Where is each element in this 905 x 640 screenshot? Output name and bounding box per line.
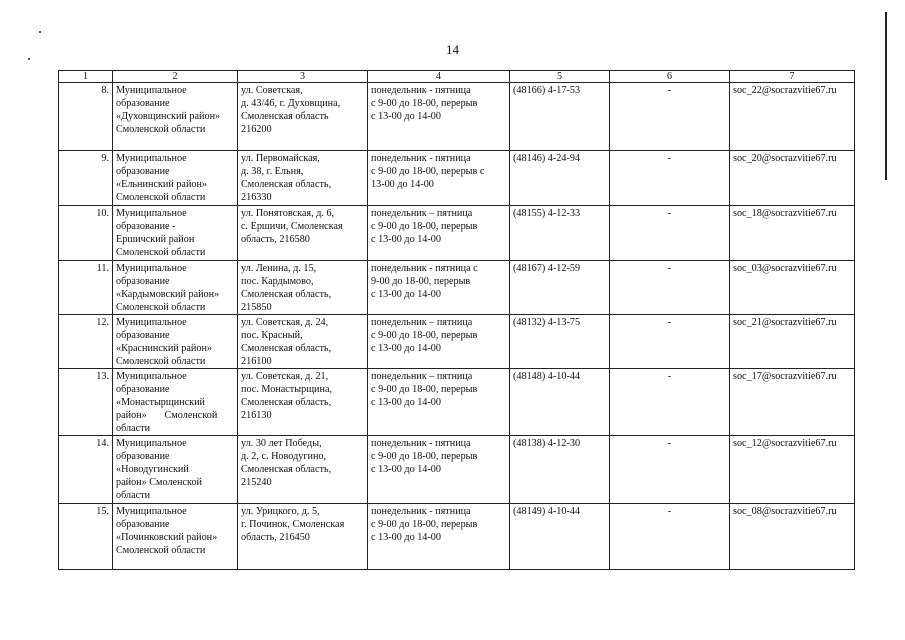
hours-cell: [368, 504, 510, 570]
table-row: [59, 261, 855, 315]
hours-cell-line: 13-00 до 14-00: [371, 179, 434, 190]
hours-cell: [368, 206, 510, 261]
org-cell-line: образование: [116, 276, 170, 287]
org-cell-line: район» Смоленской: [116, 410, 218, 421]
scan-speck: [28, 58, 30, 60]
org-cell: [113, 206, 238, 261]
row-number-cell: 8.: [59, 83, 113, 151]
address-cell: [238, 151, 368, 206]
row-number-cell: 14.: [59, 436, 113, 504]
address-cell: [238, 369, 368, 436]
address-cell-line: Смоленская область,: [241, 397, 332, 408]
org-cell-line: «Духовщинский район»: [116, 111, 221, 122]
table-row: [59, 369, 855, 436]
fax-cell: -: [610, 151, 730, 206]
table-row: [59, 436, 855, 504]
org-cell-line: Муниципальное: [116, 317, 187, 328]
header-row: [59, 71, 855, 83]
hours-cell-line: понедельник - пятница: [371, 153, 471, 164]
address-cell-line: 215850: [241, 302, 272, 313]
address-cell-line: Смоленская область,: [241, 464, 332, 475]
hours-cell-line: с 9-00 до 18-00, перерыв: [371, 221, 478, 232]
column-header: 4: [368, 71, 510, 83]
org-cell-line: образование: [116, 166, 170, 177]
hours-cell-line: понедельник – пятница: [371, 317, 473, 328]
hours-cell-line: понедельник – пятница: [371, 371, 473, 382]
fax-cell: -: [610, 436, 730, 504]
phone-cell: (48155) 4-12-33: [510, 206, 610, 261]
hours-cell-line: с 9-00 до 18-00, перерыв с: [371, 166, 485, 177]
address-cell-line: пос. Монастырщина,: [241, 384, 333, 395]
org-cell: [113, 369, 238, 436]
hours-cell: [368, 151, 510, 206]
hours-cell-line: с 9-00 до 18-00, перерыв: [371, 384, 478, 395]
phone-cell: (48166) 4-17-53: [510, 83, 610, 151]
org-cell-line: области: [116, 490, 151, 501]
hours-cell-line: с 13-00 до 14-00: [371, 289, 441, 300]
address-cell-line: 216200: [241, 124, 272, 135]
hours-cell: [368, 369, 510, 436]
org-cell: [113, 504, 238, 570]
hours-cell-line: понедельник - пятница с: [371, 263, 478, 274]
address-cell: [238, 436, 368, 504]
org-cell-line: Смоленской области: [116, 192, 206, 203]
address-cell-line: г. Починок, Смоленская: [241, 519, 345, 530]
email-cell: soc_21@socrazvitie67.ru: [730, 315, 855, 369]
phone-cell: (48148) 4-10-44: [510, 369, 610, 436]
hours-cell-line: с 13-00 до 14-00: [371, 464, 441, 475]
address-cell: [238, 315, 368, 369]
org-cell-line: образование: [116, 384, 170, 395]
org-cell-line: Муниципальное: [116, 153, 187, 164]
row-number-cell: 9.: [59, 151, 113, 206]
column-header: 1: [59, 71, 113, 83]
org-cell: [113, 261, 238, 315]
org-cell-line: Муниципальное: [116, 371, 187, 382]
org-cell-line: Смоленской области: [116, 356, 206, 367]
org-cell: [113, 151, 238, 206]
hours-cell: [368, 261, 510, 315]
address-cell-line: ул. Советская,: [241, 85, 303, 96]
email-cell: soc_22@socrazvitie67.ru: [730, 83, 855, 151]
row-number-cell: 13.: [59, 369, 113, 436]
phone-cell: (48138) 4-12-30: [510, 436, 610, 504]
address-cell-line: ул. 30 лет Победы,: [241, 438, 322, 449]
fax-cell: -: [610, 83, 730, 151]
hours-cell-line: 9-00 до 18-00, перерыв: [371, 276, 471, 287]
address-cell-line: 216100: [241, 356, 272, 367]
org-cell: [113, 315, 238, 369]
hours-cell-line: с 13-00 до 14-00: [371, 532, 441, 543]
hours-cell: [368, 315, 510, 369]
row-number-cell: 11.: [59, 261, 113, 315]
org-cell-line: Смоленской области: [116, 247, 206, 258]
address-cell-line: ул. Советская, д. 24,: [241, 317, 329, 328]
org-cell-line: «Новодугинский: [116, 464, 189, 475]
org-cell: [113, 83, 238, 151]
org-cell-line: Муниципальное: [116, 438, 187, 449]
address-cell: [238, 261, 368, 315]
org-cell-line: «Кардымовский район»: [116, 289, 220, 300]
address-cell-line: д. 38, г. Ельня,: [241, 166, 304, 177]
hours-cell-line: с 13-00 до 14-00: [371, 111, 441, 122]
email-cell: soc_18@socrazvitie67.ru: [730, 206, 855, 261]
hours-cell: [368, 83, 510, 151]
email-cell: soc_20@socrazvitie67.ru: [730, 151, 855, 206]
address-cell-line: 215240: [241, 477, 272, 488]
org-cell-line: Муниципальное: [116, 85, 187, 96]
address-cell-line: ул. Понятовская, д. 6,: [241, 208, 335, 219]
org-cell-line: Смоленской области: [116, 124, 206, 135]
org-cell-line: образование: [116, 451, 170, 462]
hours-cell-line: с 9-00 до 18-00, перерыв: [371, 451, 478, 462]
column-header: 3: [238, 71, 368, 83]
address-cell-line: ул. Урицкого, д. 5,: [241, 506, 320, 517]
address-cell-line: 216130: [241, 410, 272, 421]
table-row: [59, 504, 855, 570]
org-cell-line: образование: [116, 98, 170, 109]
hours-cell-line: понедельник - пятница: [371, 85, 471, 96]
org-cell: [113, 436, 238, 504]
address-cell-line: д. 43/46, г. Духовщина,: [241, 98, 341, 109]
org-cell-line: образование: [116, 519, 170, 530]
fax-cell: -: [610, 369, 730, 436]
phone-cell: (48146) 4-24-94: [510, 151, 610, 206]
table-row: [59, 206, 855, 261]
org-cell-line: район» Смоленской: [116, 477, 203, 488]
column-header: 5: [510, 71, 610, 83]
address-cell-line: пос. Красный,: [241, 330, 303, 341]
hours-cell-line: с 13-00 до 14-00: [371, 234, 441, 245]
page-number: 14: [446, 42, 459, 57]
org-cell-line: «Монастырщинский: [116, 397, 206, 408]
fax-cell: -: [610, 315, 730, 369]
address-cell-line: Смоленская область: [241, 111, 329, 122]
address-cell: [238, 83, 368, 151]
org-cell-line: «Краснинский район»: [116, 343, 213, 354]
address-cell-line: Смоленская область,: [241, 343, 332, 354]
column-header: 7: [730, 71, 855, 83]
org-cell-line: Смоленской области: [116, 545, 206, 556]
org-cell-line: «Починковский район»: [116, 532, 218, 543]
address-cell-line: пос. Кардымово,: [241, 276, 314, 287]
hours-cell-line: с 13-00 до 14-00: [371, 397, 441, 408]
address-cell-line: 216330: [241, 192, 272, 203]
address-cell-line: д. 2, с. Новодугино,: [241, 451, 327, 462]
hours-cell-line: понедельник - пятница: [371, 506, 471, 517]
table-row: [59, 83, 855, 151]
column-header: 6: [610, 71, 730, 83]
email-cell: soc_03@socrazvitie67.ru: [730, 261, 855, 315]
org-cell-line: Муниципальное: [116, 208, 187, 219]
email-cell: soc_08@socrazvitie67.ru: [730, 504, 855, 570]
phone-cell: (48149) 4-10-44: [510, 504, 610, 570]
org-cell-line: образование: [116, 330, 170, 341]
address-cell-line: ул. Советская, д. 21,: [241, 371, 329, 382]
address-cell: [238, 504, 368, 570]
email-cell: soc_12@socrazvitie67.ru: [730, 436, 855, 504]
fax-cell: -: [610, 504, 730, 570]
org-cell-line: «Ельнинский район»: [116, 179, 208, 190]
hours-cell-line: с 9-00 до 18-00, перерыв: [371, 519, 478, 530]
address-cell: [238, 206, 368, 261]
hours-cell-line: понедельник – пятница: [371, 208, 473, 219]
org-cell-line: образование -: [116, 221, 176, 232]
org-cell-line: Муниципальное: [116, 263, 187, 274]
address-cell-line: ул. Ленина, д. 15,: [241, 263, 317, 274]
fax-cell: -: [610, 261, 730, 315]
row-number-cell: 15.: [59, 504, 113, 570]
hours-cell-line: с 9-00 до 18-00, перерыв: [371, 98, 478, 109]
email-cell: soc_17@socrazvitie67.ru: [730, 369, 855, 436]
hours-cell-line: понедельник - пятница: [371, 438, 471, 449]
hours-cell-line: с 13-00 до 14-00: [371, 343, 441, 354]
row-number-cell: 10.: [59, 206, 113, 261]
org-cell-line: Смоленской области: [116, 302, 206, 313]
address-cell-line: область, 216580: [241, 234, 310, 245]
address-cell-line: область, 216450: [241, 532, 310, 543]
phone-cell: (48167) 4-12-59: [510, 261, 610, 315]
org-cell-line: области: [116, 423, 151, 434]
hours-cell: [368, 436, 510, 504]
org-cell-line: Ершичский район: [116, 234, 195, 245]
phone-cell: (48132) 4-13-75: [510, 315, 610, 369]
address-cell-line: Смоленская область,: [241, 289, 332, 300]
contacts-table: [58, 70, 855, 570]
org-cell-line: Муниципальное: [116, 506, 187, 517]
address-cell-line: с. Ершичи, Смоленская: [241, 221, 343, 232]
address-cell-line: ул. Первомайская,: [241, 153, 320, 164]
hours-cell-line: с 9-00 до 18-00, перерыв: [371, 330, 478, 341]
scan-edge-line: [885, 12, 887, 180]
scan-speck: [39, 31, 41, 33]
table-row: [59, 151, 855, 206]
address-cell-line: Смоленская область,: [241, 179, 332, 190]
row-number-cell: 12.: [59, 315, 113, 369]
table-row: [59, 315, 855, 369]
fax-cell: -: [610, 206, 730, 261]
column-header: 2: [113, 71, 238, 83]
